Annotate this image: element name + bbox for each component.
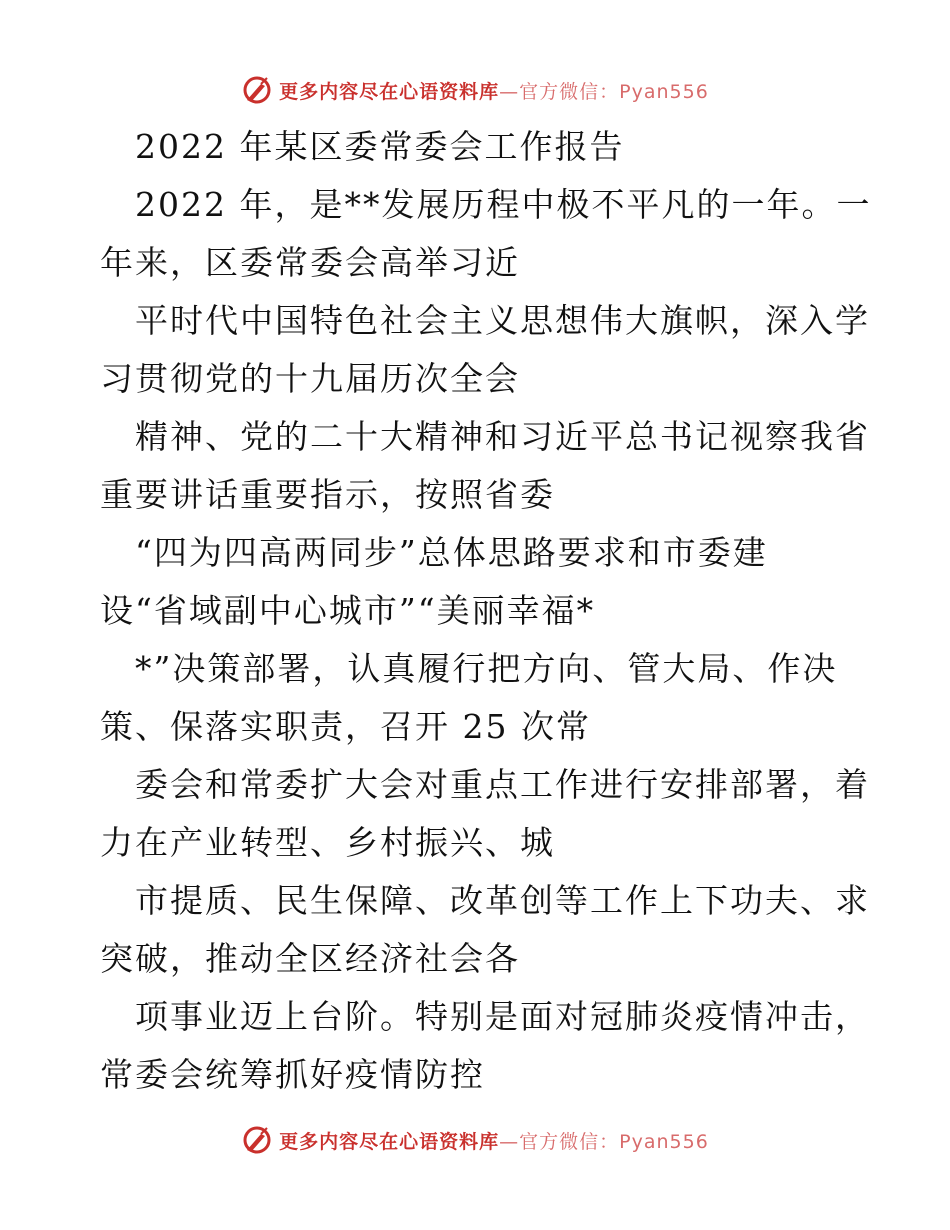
body-line: 平时代中国特色社会主义思想伟大旗帜，深入学: [135, 301, 870, 340]
body-line: 精神、党的二十大精神和习近平总书记视察我省: [135, 417, 870, 456]
body-line: 力在产业转型、乡村振兴、城: [100, 823, 555, 862]
banner-text: [279, 1127, 709, 1154]
pen-swirl-logo-icon: [241, 74, 273, 106]
pen-swirl-logo-icon: [241, 1124, 273, 1156]
body-line: “四为四高两同步”总体思路要求和市委建: [135, 533, 768, 572]
banner-wechat-text: 官方微信：Pyan556: [519, 1130, 709, 1153]
body-line: 年来，区委常委会高举习近: [100, 243, 520, 282]
body-line: 策、保落实职责，召开 25 次常: [100, 707, 591, 746]
banner-text: [279, 77, 709, 104]
body-line: 市提质、民生保障、改革创等工作上下功夫、求: [135, 881, 870, 920]
banner-wechat-text: 官方微信：Pyan556: [519, 80, 709, 103]
banner-main-text: 更多内容尽在心语资料库: [279, 1130, 500, 1153]
footer-banner: [0, 1120, 950, 1160]
body-line: 常委会统筹抓好疫情防控: [100, 1055, 485, 1094]
body-line: 项事业迈上台阶。特别是面对冠肺炎疫情冲击，: [135, 997, 870, 1036]
body-line: *”决策部署，认真履行把方向、管大局、作决: [135, 649, 838, 688]
body-line: 委会和常委扩大会对重点工作进行安排部署，着: [135, 765, 870, 804]
body-line: 突破，推动全区经济社会各: [100, 939, 520, 978]
document-title: 2022 年某区委常委会工作报告: [135, 127, 625, 166]
body-line: 习贯彻党的十九届历次全会: [100, 359, 520, 398]
banner-separator: —: [499, 80, 520, 103]
banner-separator: —: [499, 1130, 520, 1153]
header-banner: [0, 70, 950, 110]
body-line: 重要讲话重要指示，按照省委: [100, 475, 555, 514]
footer-banner-inner: [241, 1124, 709, 1156]
body-line: 2022 年，是**发展历程中极不平凡的一年。一: [135, 185, 872, 224]
banner-main-text: 更多内容尽在心语资料库: [279, 80, 500, 103]
header-banner-inner: [241, 74, 709, 106]
body-line: 设“省域副中心城市”“美丽幸福*: [100, 591, 596, 630]
